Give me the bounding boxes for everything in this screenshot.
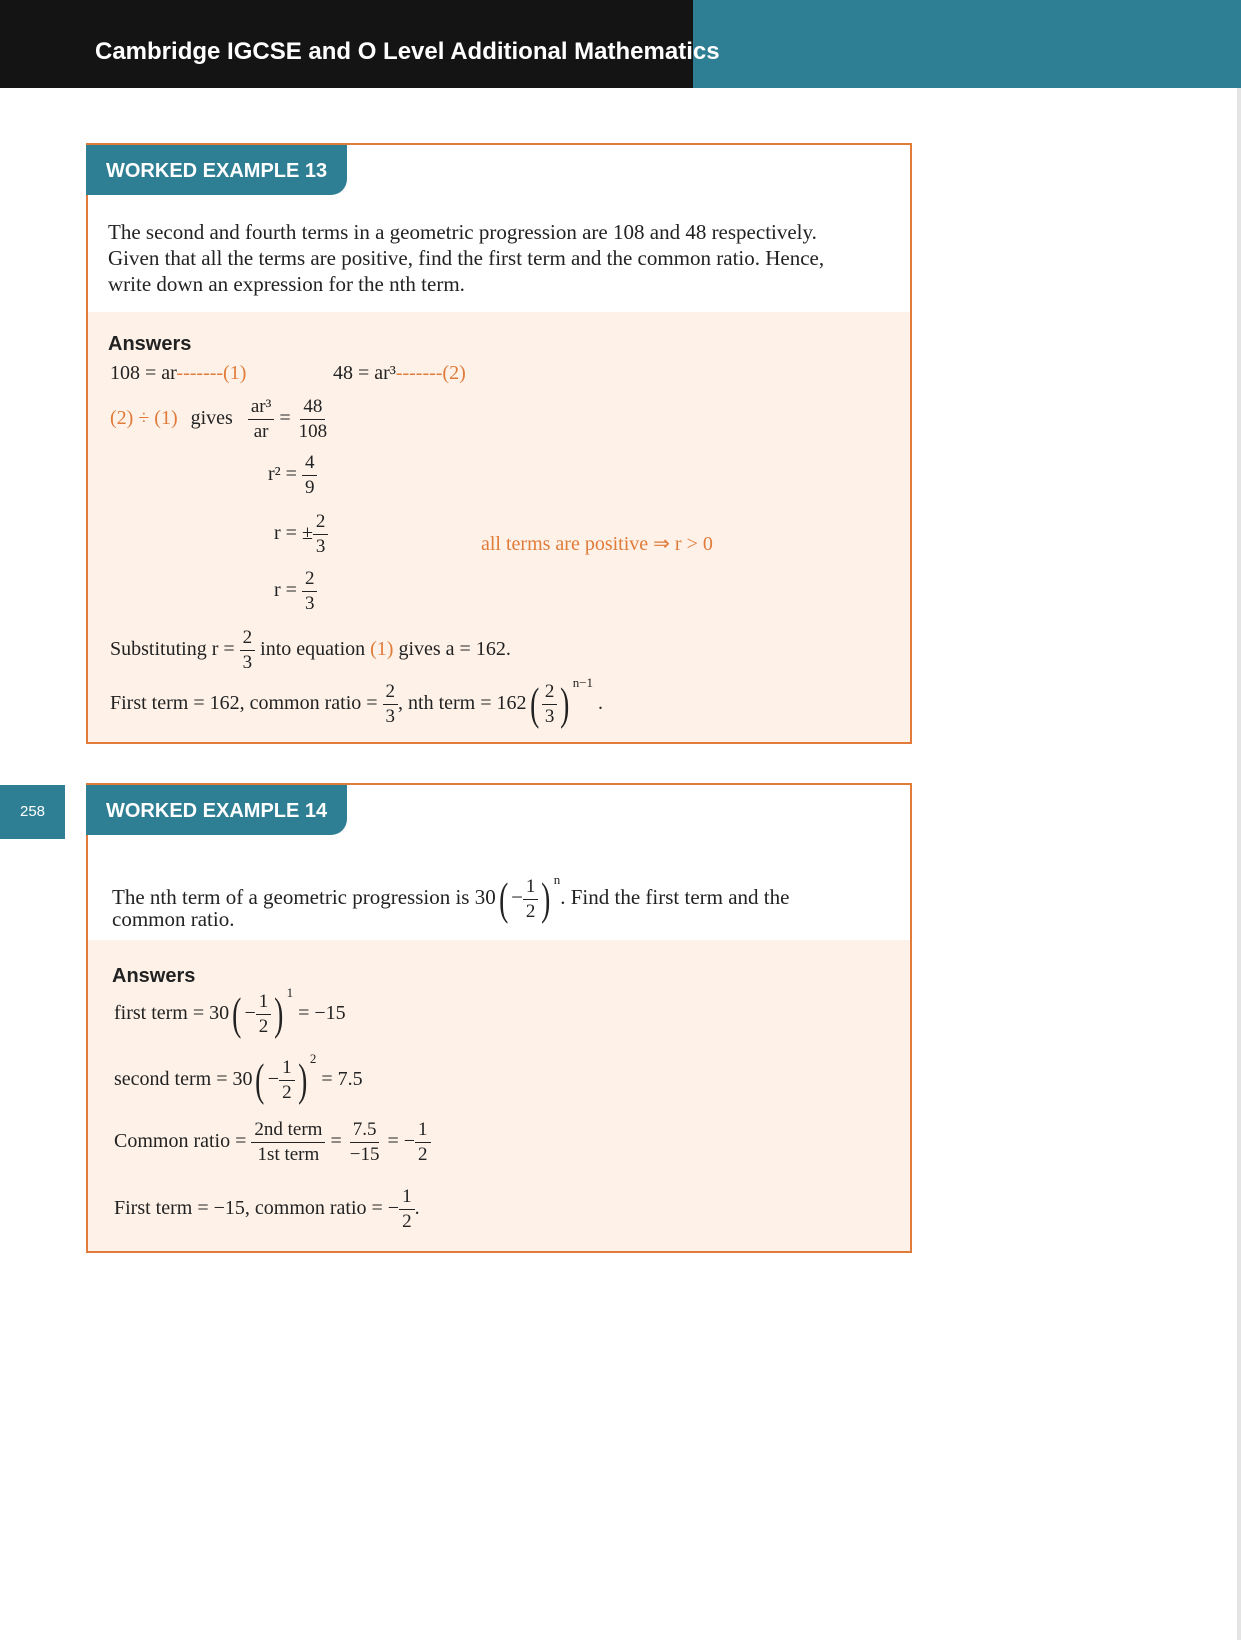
fraction-1-over-2: $\frac{1}{2}$ (279, 1056, 295, 1105)
fraction-1-over-2: $\frac{1}{2}$ (415, 1118, 431, 1167)
eq2-tag: -------(2) (395, 362, 466, 384)
division-label: (2) ÷ (1) (110, 407, 178, 430)
gives-word: gives (190, 407, 233, 430)
fraction-2-over-3: $\frac{2}{3}$ (240, 626, 256, 675)
equation-2 (333, 362, 466, 385)
fraction-2-over-3: $\frac{2}{3}$ (313, 510, 329, 559)
question-line-1: The nth term of a geometric progression is 30( − $\frac{1}{2}$ ) $^n$. Find the first term and the (112, 872, 790, 925)
worked-example-13-box (86, 143, 912, 744)
answers-label: Answers (108, 333, 192, 355)
page-edge (1237, 88, 1241, 1640)
fraction-2nd-over-1st: $\frac{\text{2nd term}}{\text{1st term}}$ (251, 1118, 325, 1167)
fraction-7.5-over-minus-15: $\frac{7.5}{-15}$ (349, 1119, 380, 1165)
fraction-2-over-3: $\frac{2}{3}$ (542, 680, 558, 729)
fraction-2-over-3: $\frac{2}{3}$ (383, 680, 399, 729)
fraction-1-over-2: $\frac{1}{2}$ (523, 875, 539, 924)
fraction-1-over-2: $\frac{1}{2}$ (256, 990, 272, 1039)
r-plus-minus-step: r = ± $\frac{2}{3}$ (274, 510, 328, 559)
answers-label: Answers (112, 965, 196, 987)
question-line-2: Given that all the terms are positive, find the first term and the common ratio. Hence, (108, 246, 825, 270)
question-line-3: write down an expression for the nth term. (108, 272, 465, 296)
final-answer-13: First term = 162, common ratio = $\frac{2}{3}$ , nth term = 162( $\frac{2}{3}$ ) $^{n-1}$ . (110, 675, 604, 730)
eq1-tag: -------(1) (176, 362, 247, 384)
fraction-1-over-2: $\frac{1}{2}$ (399, 1185, 415, 1234)
eq2-text: 48 = ar³ (333, 362, 396, 384)
equation-1 (110, 362, 246, 385)
fraction-48-over-108: $\frac{48}{108}$ (298, 396, 328, 442)
positive-note: all terms are positive ⇒ r > 0 (481, 533, 713, 555)
book-title: Cambridge IGCSE and O Level Additional Mathematics (95, 38, 720, 65)
question-line-1: The second and fourth terms in a geometric progression are 108 and 48 respectively. (108, 220, 817, 244)
first-term-step: first term = 30( − $\frac{1}{2}$ ) $^1$ = −15 (114, 985, 346, 1040)
substitution-line: Substituting r = $\frac{2}{3}$ into equation (1) gives a = 162. (110, 627, 511, 673)
page-number: 258 (0, 785, 65, 839)
fraction-ar3-over-ar: $\frac{\text{ar³}}{ar}$ (248, 395, 274, 444)
final-answer-14: First term = −15, common ratio = − $\frac{1}{2}$ . (114, 1186, 420, 1232)
fraction-4-over-9: $\frac{4}{9}$ (302, 451, 318, 500)
second-term-step: second term = 30( − $\frac{1}{2}$ ) $^2$ = 7.5 (114, 1051, 363, 1106)
r-squared-step: r² = $\frac{4}{9}$ (268, 451, 317, 500)
common-ratio-step: Common ratio = $\frac{\text{2nd term}}{\text{1st term}}$ = $\frac{7.5}{-15}$ = − $\frac{1}{2}$ (114, 1118, 431, 1167)
eq1-text: 108 = ar (110, 362, 177, 384)
worked-example-13-title: WORKED EXAMPLE 13 (86, 145, 347, 195)
question-line-2: common ratio. (112, 907, 235, 931)
worked-example-14-box (86, 783, 912, 1253)
worked-example-14-title: WORKED EXAMPLE 14 (86, 785, 347, 835)
fraction-2-over-3: $\frac{2}{3}$ (302, 567, 318, 616)
division-step: (2) ÷ (1) gives $\frac{\text{ar³}}{ar}$ = $\frac{48}{108}$ (110, 395, 330, 444)
r-value-step: r = $\frac{2}{3}$ (274, 567, 317, 616)
